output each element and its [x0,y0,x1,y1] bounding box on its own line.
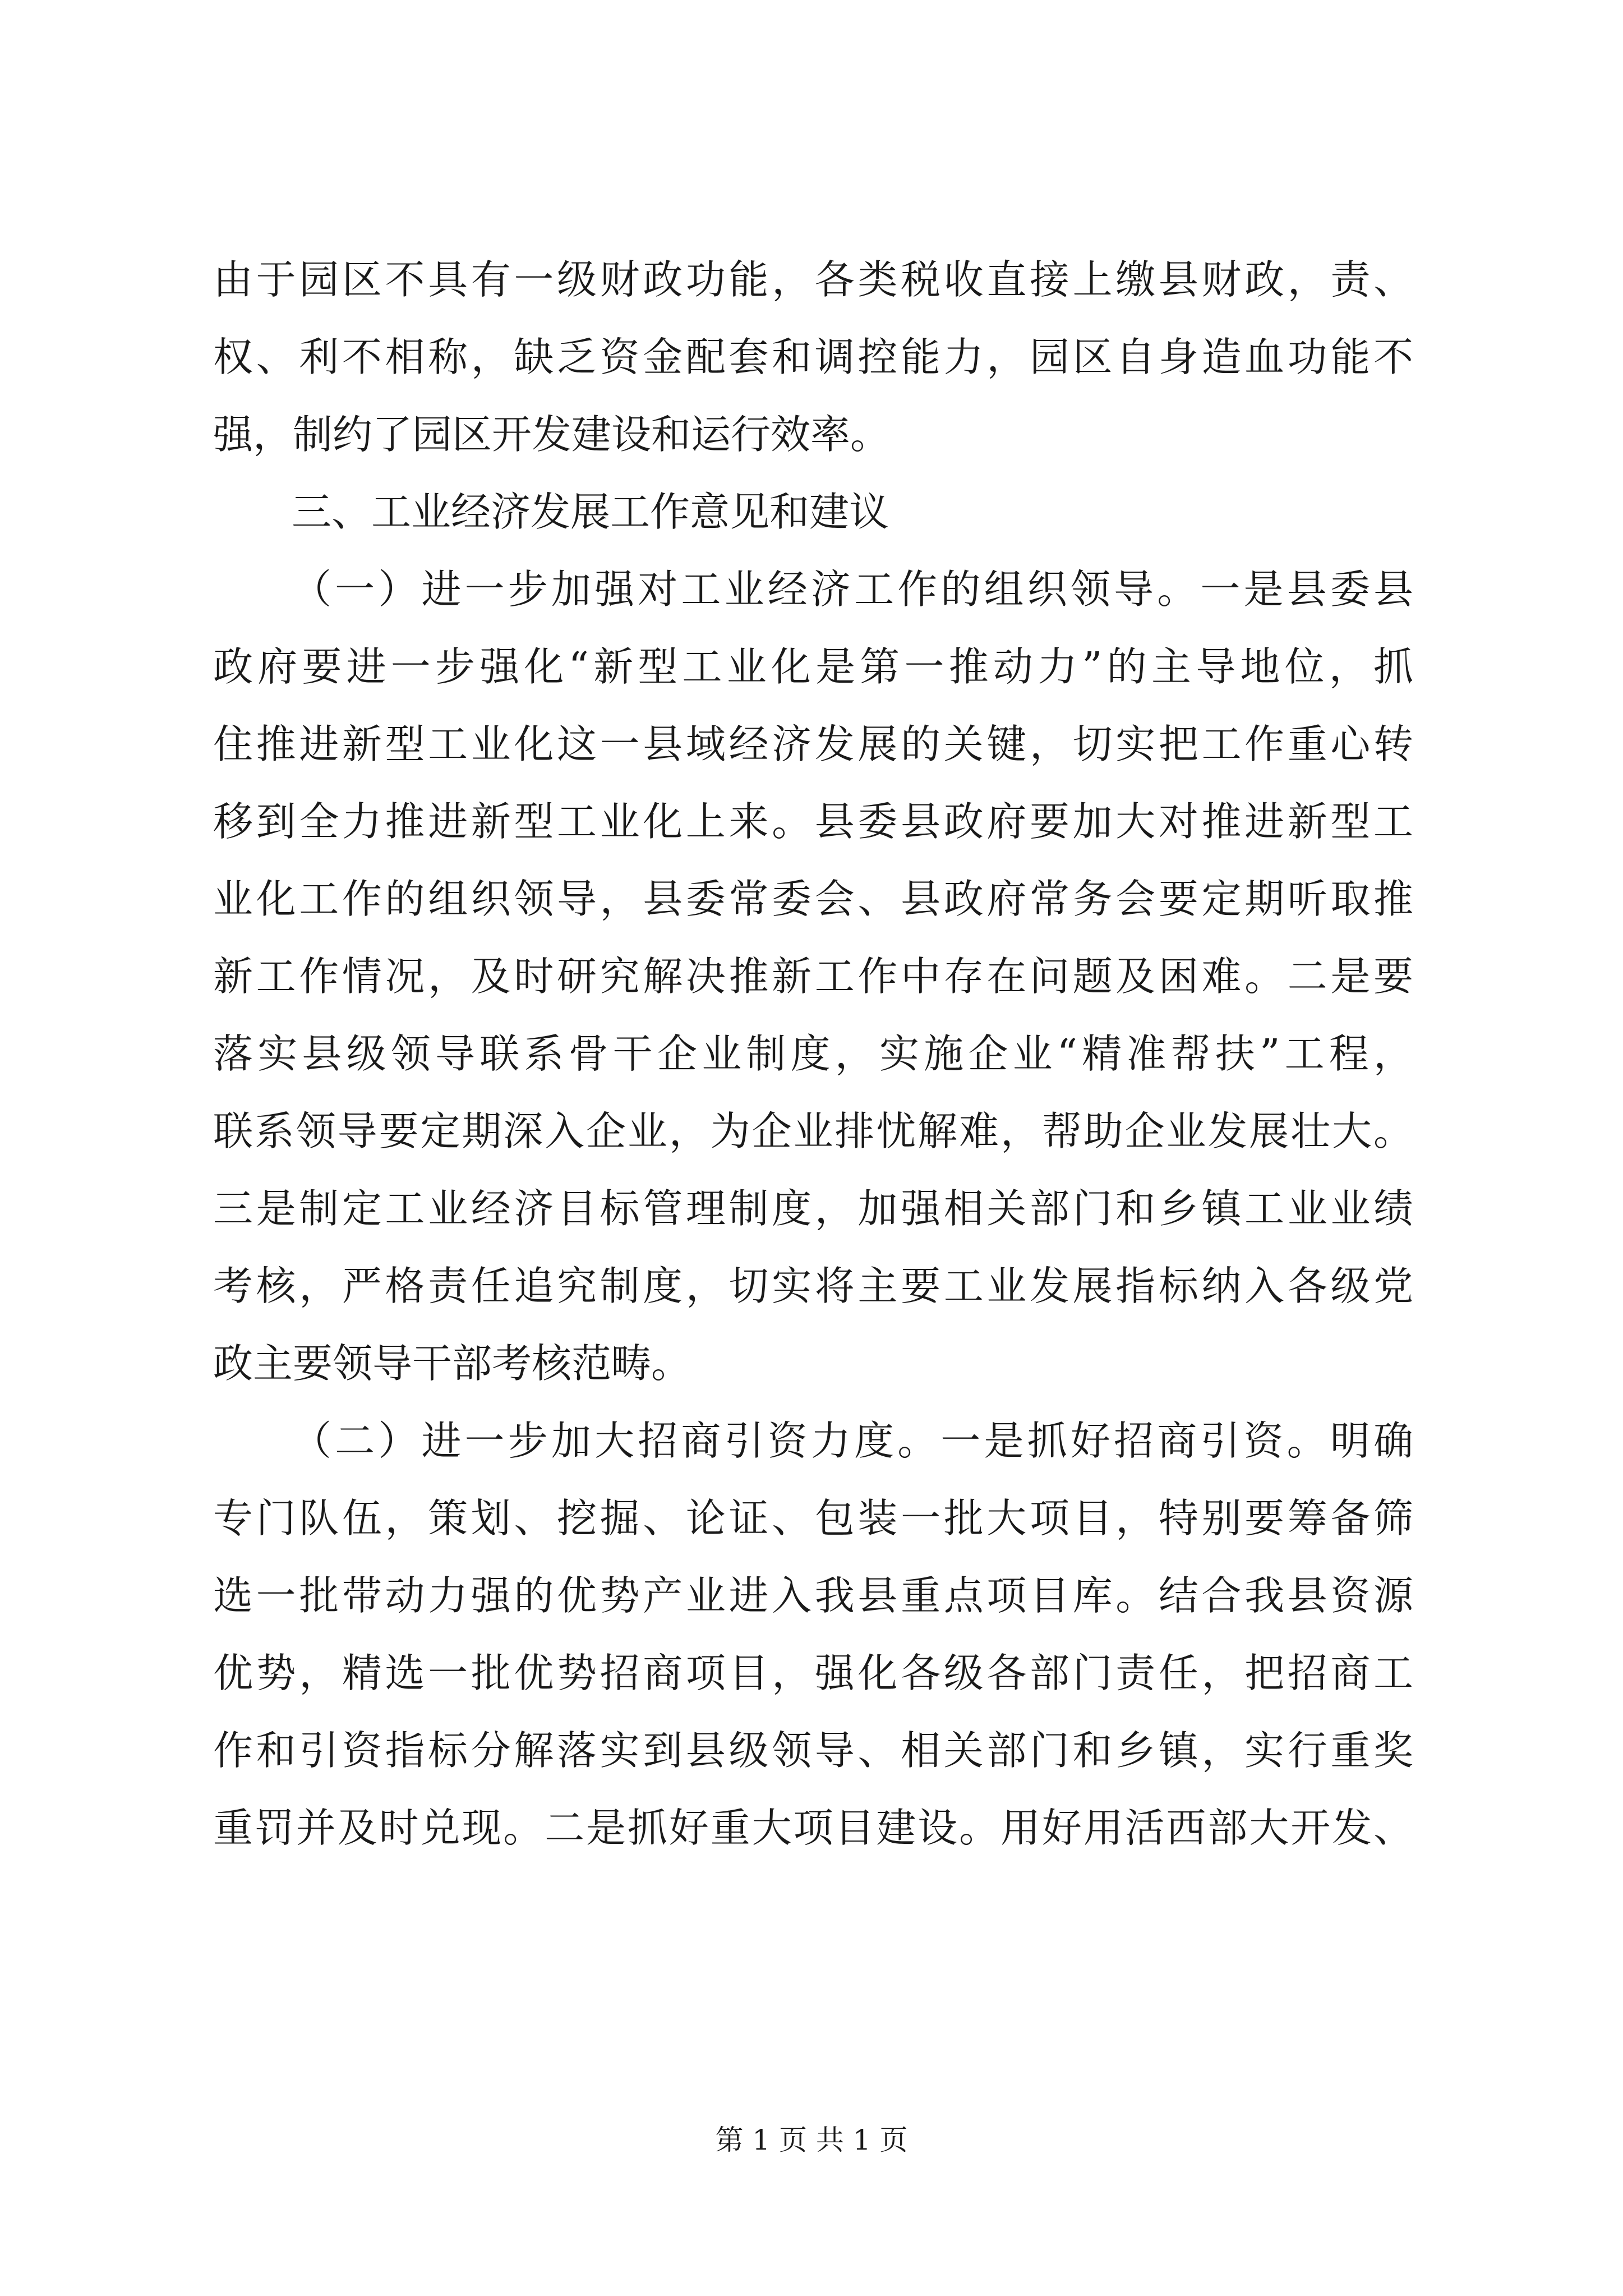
paragraph-line: 业化工作的组织领导，县委常委会、县政府常务会要定期听取推 [213,876,1413,922]
paragraph-line: 作和引资指标分解落实到县级领导、相关部门和乡镇，实行重奖 [213,1727,1413,1774]
paragraph-line: 新工作情况，及时研究解决推新工作中存在问题及困难。二是要 [213,953,1413,1000]
paragraph-line: 政府要进一步强化“新型工业化是第一推动力”的主导地位，抓 [213,643,1413,690]
paragraph-line: 联系领导要定期深入企业，为企业排忧解难，帮助企业发展壮大。 [213,1108,1413,1154]
paragraph-line: 政主要领导干部考核范畴。 [213,1340,691,1387]
paragraph-line: 优势，精选一批优势招商项目，强化各级各部门责任，把招商工 [213,1650,1413,1696]
paragraph-line: 重罚并及时兑现。二是抓好重大项目建设。用好用活西部大开发、 [213,1805,1413,1851]
paragraph-line: （一）进一步加强对工业经济工作的组织领导。一是县委县 [292,566,1413,613]
paragraph-line: 专门队伍，策划、挖掘、论证、包装一批大项目，特别要筹备筛 [213,1495,1413,1542]
paragraph-line: 移到全力推进新型工业化上来。县委县政府要加大对推进新型工 [213,798,1413,845]
page-number-footer: 第 1 页 共 1 页 [715,2124,908,2156]
paragraph-line: 强，制约了园区开发建设和运行效率。 [213,411,891,458]
paragraph-line: 落实县级领导联系骨干企业制度，实施企业“精准帮扶”工程， [213,1030,1413,1077]
paragraph-line: （二）进一步加大招商引资力度。一是抓好招商引资。明确 [292,1418,1413,1464]
section-heading: 三、工业经济发展工作意见和建议 [292,489,889,535]
paragraph-line: 权、利不相称，缺乏资金配套和调控能力，园区自身造血功能不 [213,334,1413,380]
paragraph-line: 考核，严格责任追究制度，切实将主要工业发展指标纳入各级党 [213,1263,1413,1309]
paragraph-line: 由于园区不具有一级财政功能，各类税收直接上缴县财政，责、 [213,256,1413,303]
paragraph-line: 三是制定工业经济目标管理制度，加强相关部门和乡镇工业业绩 [213,1185,1413,1232]
paragraph-line: 选一批带动力强的优势产业进入我县重点项目库。结合我县资源 [213,1572,1413,1619]
paragraph-line: 住推进新型工业化这一县域经济发展的关键，切实把工作重心转 [213,721,1413,767]
